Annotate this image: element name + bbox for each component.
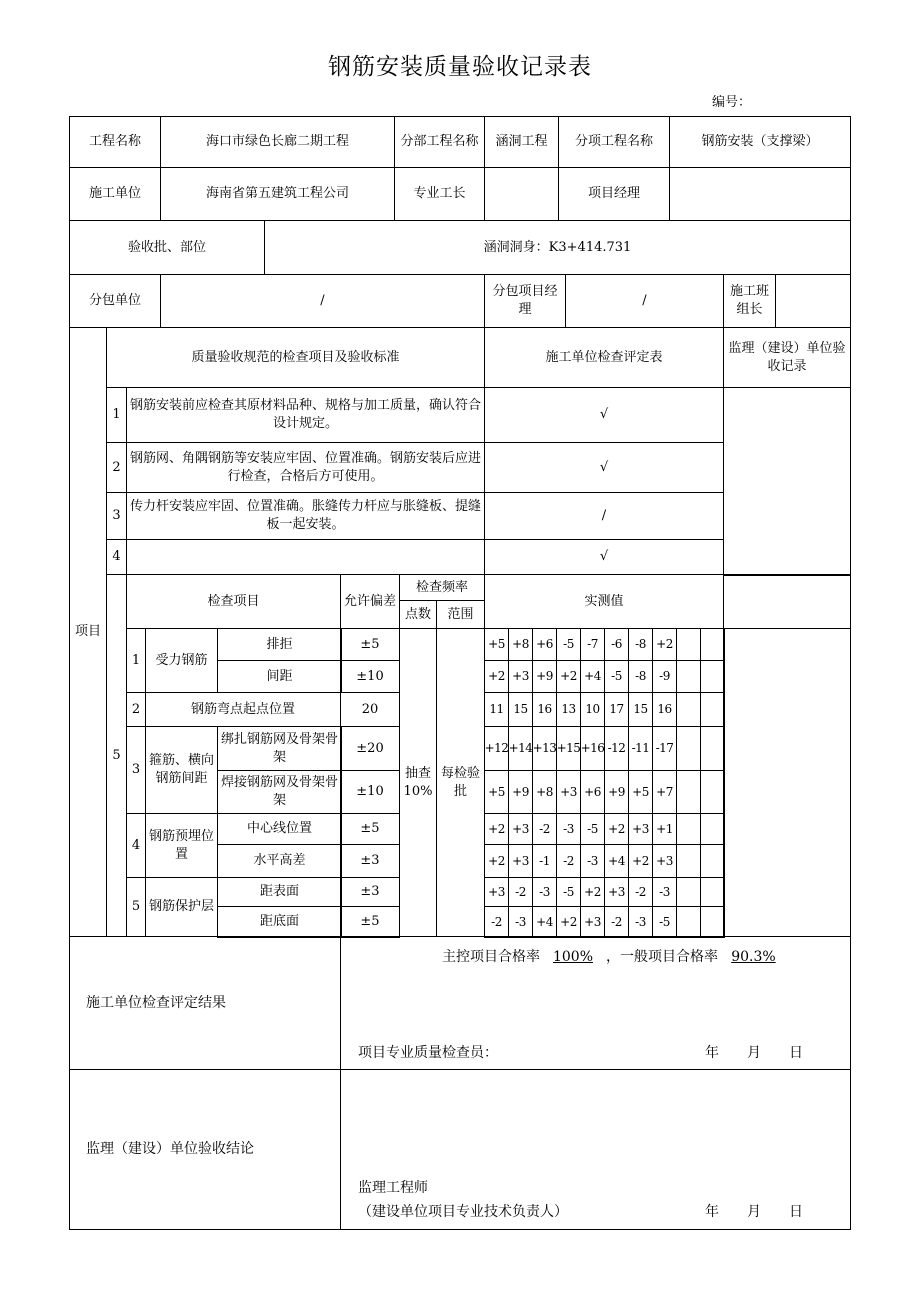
measured-value: -12 bbox=[604, 726, 629, 771]
measured-value: +2 bbox=[484, 844, 509, 878]
conclusion-label: 监理（建设）单位验收结论 bbox=[69, 1069, 341, 1230]
col-measured: 实测值 bbox=[484, 574, 724, 629]
measured-value: 15 bbox=[628, 692, 653, 727]
group-name: 钢筋保护层 bbox=[145, 877, 218, 937]
measured-value: +1 bbox=[652, 813, 677, 845]
group-name: 受力钢筋 bbox=[145, 628, 218, 693]
main-item-no: 1 bbox=[106, 387, 127, 443]
measured-value bbox=[676, 628, 701, 661]
measured-value: -8 bbox=[628, 628, 653, 661]
measured-value: -17 bbox=[652, 726, 677, 771]
foreman-label: 专业工长 bbox=[394, 167, 485, 221]
measured-value bbox=[700, 692, 725, 727]
measured-value bbox=[700, 770, 725, 814]
general-group-no: 5 bbox=[106, 574, 127, 937]
sub-unit-label: 分包单位 bbox=[69, 274, 161, 328]
page-title: 钢筋安装质量验收记录表 bbox=[328, 54, 592, 80]
contractor-value: 海南省第五建筑工程公司 bbox=[160, 167, 395, 221]
main-rate-value: 100% bbox=[552, 949, 594, 965]
measured-value: +5 bbox=[628, 770, 653, 814]
measured-value bbox=[676, 770, 701, 814]
engineer-label: 监理工程师 bbox=[358, 1180, 428, 1196]
measured-value: +3 bbox=[508, 660, 533, 693]
measured-value: +2 bbox=[556, 660, 581, 693]
measured-value: -3 bbox=[652, 877, 677, 907]
main-item-text: 钢筋网、角隅钢筋等安装应牢固、位置准确。钢筋安装后应进行检查，合格后方可使用。 bbox=[126, 442, 485, 493]
main-item-no: 4 bbox=[106, 539, 127, 575]
measured-value: -2 bbox=[628, 877, 653, 907]
main-item-text: 传力杆安装应牢固、位置准确。胀缝传力杆应与胀缝板、提缝板一起安装。 bbox=[126, 492, 485, 540]
measured-value: -7 bbox=[580, 628, 605, 661]
measured-value: +4 bbox=[604, 844, 629, 878]
inspector-label: 项目专业质量检查员： bbox=[358, 1045, 498, 1061]
main-item-text bbox=[126, 539, 485, 575]
manager-value bbox=[669, 167, 851, 221]
contractor-eval-header: 施工单位检查评定表 bbox=[484, 327, 724, 388]
measured-value: -9 bbox=[652, 660, 677, 693]
measured-value: +12 bbox=[484, 726, 509, 771]
measured-value: +16 bbox=[580, 726, 605, 771]
general-rate-value: 90.3% bbox=[731, 949, 776, 965]
contractor-label: 施工单位 bbox=[69, 167, 161, 221]
measured-value: +2 bbox=[604, 813, 629, 845]
measured-value: +8 bbox=[532, 770, 557, 814]
measured-value: +9 bbox=[604, 770, 629, 814]
tolerance-value: ±5 bbox=[340, 813, 400, 845]
measured-value bbox=[676, 813, 701, 845]
group-no: 3 bbox=[126, 726, 146, 814]
check-sub-item: 水平高差 bbox=[217, 844, 342, 878]
general-rate-label: ，一般项目合格率 bbox=[606, 949, 718, 965]
measured-value: +2 bbox=[484, 660, 509, 693]
project-name-value: 海口市绿色长廊二期工程 bbox=[160, 116, 395, 168]
measured-value: -11 bbox=[628, 726, 653, 771]
col-range: 范围 bbox=[436, 600, 485, 629]
measured-value: +3 bbox=[484, 877, 509, 907]
measured-value: -2 bbox=[556, 844, 581, 878]
measured-value: +9 bbox=[508, 770, 533, 814]
col-points: 点数 bbox=[399, 600, 437, 629]
measured-value: 16 bbox=[532, 692, 557, 727]
measured-value: +3 bbox=[580, 906, 605, 938]
measured-value: +2 bbox=[628, 844, 653, 878]
sub-manager-value: / bbox=[565, 274, 724, 328]
check-sub-item: 绑扎钢筋网及骨架骨架 bbox=[217, 726, 342, 771]
measured-value: -2 bbox=[484, 906, 509, 938]
item-section-label: 项目 bbox=[69, 327, 107, 937]
freq-range-value: 每检验批 bbox=[436, 628, 485, 937]
measured-value: -3 bbox=[532, 877, 557, 907]
measured-value: -5 bbox=[556, 877, 581, 907]
main-item-result: √ bbox=[484, 442, 724, 493]
measured-value: +6 bbox=[580, 770, 605, 814]
measured-value: +14 bbox=[508, 726, 533, 771]
measured-value: +3 bbox=[508, 813, 533, 845]
check-sub-item: 距底面 bbox=[217, 906, 342, 938]
measured-value bbox=[676, 844, 701, 878]
measured-value: +6 bbox=[532, 628, 557, 661]
measured-value: -5 bbox=[556, 628, 581, 661]
measured-value: -6 bbox=[604, 628, 629, 661]
project-name-label: 工程名称 bbox=[69, 116, 161, 168]
main-item-result: / bbox=[484, 492, 724, 540]
check-sub-item: 间距 bbox=[217, 660, 342, 693]
measured-value bbox=[700, 906, 725, 938]
measured-value bbox=[676, 692, 701, 727]
sub-unit-value: / bbox=[160, 274, 485, 328]
measured-value bbox=[676, 660, 701, 693]
manager-label: 项目经理 bbox=[558, 167, 670, 221]
group-no: 1 bbox=[126, 628, 146, 693]
measured-value: -3 bbox=[580, 844, 605, 878]
measured-value: -2 bbox=[532, 813, 557, 845]
measured-value: +5 bbox=[484, 770, 509, 814]
team-leader-value bbox=[775, 274, 851, 328]
freq-points-value: 抽查10% bbox=[399, 628, 437, 937]
measured-value: -3 bbox=[508, 906, 533, 938]
measured-value: +2 bbox=[484, 813, 509, 845]
subitem-label: 分项工程名称 bbox=[558, 116, 670, 168]
measured-value: 15 bbox=[508, 692, 533, 727]
conclusion-date: 年 月 日 bbox=[705, 1204, 803, 1220]
standards-header: 质量验收规范的检查项目及验收标准 bbox=[106, 327, 485, 388]
measured-value bbox=[676, 877, 701, 907]
measured-value: -3 bbox=[556, 813, 581, 845]
foreman-value bbox=[484, 167, 559, 221]
measured-value: -2 bbox=[604, 906, 629, 938]
team-leader-label: 施工班组长 bbox=[723, 274, 776, 328]
main-rate-label: 主控项目合格率 bbox=[442, 949, 540, 965]
measured-value: +4 bbox=[580, 660, 605, 693]
supervision-record-main bbox=[723, 387, 851, 576]
check-sub-item: 中心线位置 bbox=[217, 813, 342, 845]
measured-value: +2 bbox=[556, 906, 581, 938]
division-label: 分部工程名称 bbox=[394, 116, 485, 168]
main-item-text: 钢筋安装前应检查其原材料品种、规格与加工质量，确认符合设计规定。 bbox=[126, 387, 485, 443]
result-date: 年 月 日 bbox=[705, 1045, 803, 1061]
main-item-no: 2 bbox=[106, 442, 127, 493]
group-no: 2 bbox=[126, 692, 146, 727]
measured-value: +9 bbox=[532, 660, 557, 693]
measured-value: -2 bbox=[508, 877, 533, 907]
measured-value: +5 bbox=[484, 628, 509, 661]
measured-value: +3 bbox=[652, 844, 677, 878]
measured-value: -3 bbox=[628, 906, 653, 938]
serial-number-label: 编号： bbox=[712, 95, 752, 110]
col-tolerance: 允许偏差 bbox=[340, 574, 400, 629]
measured-value bbox=[700, 813, 725, 845]
group-name: 钢筋预埋位置 bbox=[145, 813, 218, 878]
measured-value bbox=[676, 906, 701, 938]
measured-value: +2 bbox=[652, 628, 677, 661]
result-label: 施工单位检查评定结果 bbox=[69, 936, 341, 1070]
col-frequency: 检查频率 bbox=[399, 574, 485, 601]
measured-value: -5 bbox=[580, 813, 605, 845]
col-check-item: 检查项目 bbox=[126, 574, 341, 629]
tolerance-value: ±5 bbox=[340, 906, 400, 938]
pass-rate-line bbox=[442, 946, 784, 966]
supervision-header: 监理（建设）单位验收记录 bbox=[723, 327, 851, 388]
tolerance-value: 20 bbox=[340, 692, 400, 727]
subitem-value: 钢筋安装（支撑梁） bbox=[669, 116, 851, 168]
engineer-sub-label: （建设单位项目专业技术负责人） bbox=[358, 1204, 568, 1220]
tolerance-value: ±3 bbox=[340, 877, 400, 907]
measured-value: +3 bbox=[628, 813, 653, 845]
measured-value bbox=[700, 844, 725, 878]
tolerance-value: ±10 bbox=[340, 660, 400, 693]
measured-value: +3 bbox=[556, 770, 581, 814]
measured-value bbox=[700, 726, 725, 771]
measured-value bbox=[676, 726, 701, 771]
batch-value: 涵洞洞身：K3+414.731 bbox=[264, 220, 851, 275]
measured-value: +3 bbox=[604, 877, 629, 907]
check-sub-item: 排拒 bbox=[217, 628, 342, 661]
measured-value bbox=[700, 877, 725, 907]
batch-label: 验收批、部位 bbox=[69, 220, 265, 275]
supervision-general-header bbox=[723, 574, 851, 629]
main-item-result: √ bbox=[484, 539, 724, 575]
measured-value: +15 bbox=[556, 726, 581, 771]
measured-value: +8 bbox=[508, 628, 533, 661]
supervision-record-general bbox=[723, 628, 851, 937]
measured-value: +13 bbox=[532, 726, 557, 771]
measured-value: +7 bbox=[652, 770, 677, 814]
measured-value: 16 bbox=[652, 692, 677, 727]
measured-value: 11 bbox=[484, 692, 509, 727]
group-name: 箍筋、横向钢筋间距 bbox=[145, 726, 218, 814]
measured-value: 10 bbox=[580, 692, 605, 727]
tolerance-value: ±5 bbox=[340, 628, 400, 661]
measured-value bbox=[700, 660, 725, 693]
check-sub-item: 焊接钢筋网及骨架骨架 bbox=[217, 770, 342, 814]
group-name: 钢筋弯点起点位置 bbox=[145, 692, 341, 727]
measured-value: -5 bbox=[652, 906, 677, 938]
sub-manager-label: 分包项目经理 bbox=[484, 274, 566, 328]
tolerance-value: ±20 bbox=[340, 726, 400, 771]
group-no: 4 bbox=[126, 813, 146, 878]
main-item-result: √ bbox=[484, 387, 724, 443]
tolerance-value: ±3 bbox=[340, 844, 400, 878]
measured-value: +2 bbox=[580, 877, 605, 907]
measured-value: +3 bbox=[508, 844, 533, 878]
main-item-no: 3 bbox=[106, 492, 127, 540]
division-value: 涵洞工程 bbox=[484, 116, 559, 168]
measured-value bbox=[700, 628, 725, 661]
measured-value: +4 bbox=[532, 906, 557, 938]
measured-value: -1 bbox=[532, 844, 557, 878]
check-sub-item: 距表面 bbox=[217, 877, 342, 907]
measured-value: 17 bbox=[604, 692, 629, 727]
measured-value: 13 bbox=[556, 692, 581, 727]
tolerance-value: ±10 bbox=[340, 770, 400, 814]
group-no: 5 bbox=[126, 877, 146, 937]
measured-value: -8 bbox=[628, 660, 653, 693]
measured-value: -5 bbox=[604, 660, 629, 693]
